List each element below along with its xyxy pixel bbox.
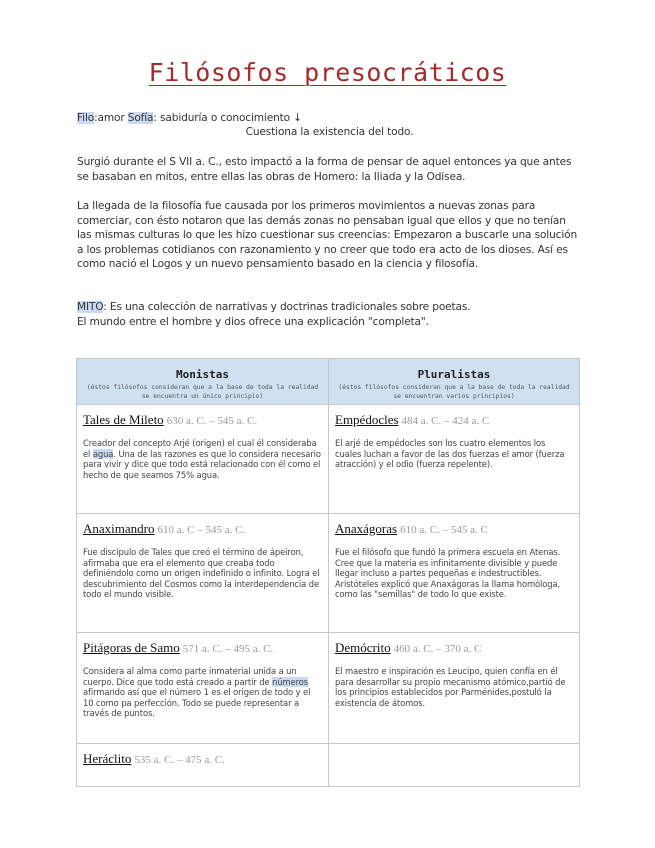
cell-anaximandro — [77, 514, 329, 633]
philosophers-table — [76, 358, 580, 787]
paragraph-origin: Surgió durante el S VII a. C., esto impactó a la forma de pensar de aquel entonces ya que antes se basaban en mitos, entre ellas las obras de Homero: la Iliada y la Odisea. — [77, 156, 572, 183]
philosopher-dates: 610 a. C – 545 a. C. — [157, 524, 246, 536]
philosopher-name: Anaxágoras — [335, 521, 398, 536]
philosopher-description: Fue discípulo de Tales que creó el término de ápeiron, afirmaba que era el elemento que creaba todo definiéndolo como un origen indefinido o infinito. Logra el descubrimiento del Cosmos como la interdependencia de todo el mundo visible. — [83, 547, 320, 600]
pluralistas-title: Pluralistas — [417, 368, 491, 381]
sofia-term: Sofía — [127, 112, 154, 124]
mito-line-2: El mundo entre el hombre y dios ofrece una explicación "completa". — [77, 315, 429, 328]
desc-part: Creador del concepto Arjé (origen) el cual él consideraba el — [83, 438, 317, 459]
cell-heraclito — [77, 744, 329, 787]
mito-line — [77, 300, 582, 315]
mito-definition: : Es una colección de narrativas y doctrinas tradicionales sobre poetas. — [103, 301, 471, 313]
philosopher-name: Empédocles — [335, 412, 399, 427]
philosopher-description: Fue el filósofo que fundó la primera escuela en Atenas. Cree que la materia es infinitamente divisible y puede llegar incluso a partes pequeñas e indestructibles. Aristóteles explicó que Anaxágoras la llama homóloga, como las "semillas" de todo lo que existe. — [335, 547, 561, 600]
philosopher-description — [83, 666, 322, 719]
philosopher-name: Pitágoras de Samo — [83, 640, 180, 655]
cell-anaxagoras — [329, 514, 580, 633]
sofia-meaning: : sabiduría o conocimiento ↓ — [153, 112, 302, 124]
philosopher-name: Anaximandro — [83, 521, 155, 536]
philosopher-description: El maestro e inspiración es Leucipo, quien confía en él para desarrollar su propio mecanismo atómico,partió de los principios establecidos por Parménides,postuló la existencia de átomos. — [335, 666, 566, 708]
paragraph-philosophy: La llegada de la filosofía fue causada por los primeros movimientos a nuevas zonas para comerciar, con ésto notaron que las demás zonas no pensaban igual que ellos y que no tenían las mismas culturas lo que les hizo cuestionar sus creencias: Empezaron a buscarle una solución a los problemas cotidianos con razonamiento y no creer que todo era acto de los dioses. Así es como nació el Logos y un nuevo pensamiento basado en la ciencia y filosofía. — [77, 200, 578, 271]
philosopher-name: Demócrito — [335, 640, 391, 655]
philosopher-dates: 460 a. C. – 370 a. C — [393, 643, 482, 655]
monistas-subtitle: (éstos filósofos consideran que a la base de toda la realidad se encuentra un único principio) — [86, 384, 319, 400]
philosopher-description — [83, 438, 322, 480]
desc-highlight: números — [272, 676, 309, 687]
etymology-line — [77, 111, 582, 126]
cell-empty — [329, 744, 580, 787]
cell-democrito — [329, 633, 580, 744]
cell-tales — [77, 405, 329, 514]
monistas-header — [77, 359, 329, 405]
philosopher-dates: 484 a. C. – 424 a. C — [401, 415, 490, 427]
pluralistas-header — [329, 359, 580, 405]
philosopher-name: Tales de Mileto — [83, 412, 164, 427]
philosopher-dates: 535 a. C. – 475 a. C. — [134, 754, 225, 766]
mito-term: MITO — [77, 301, 104, 313]
philosopher-dates: 630 a. C. – 545 a. C. — [166, 415, 258, 427]
etymology-block — [77, 111, 582, 139]
desc-part: Considera al alma como parte inmaterial unida a un cuerpo. Dice que todo está creado a partir de — [83, 666, 297, 687]
filo-meaning: :amor — [94, 112, 128, 124]
cell-pitagoras — [77, 633, 329, 744]
monistas-title: Monistas — [176, 368, 229, 381]
philosopher-dates: 571 a. C. – 495 a. C. — [182, 643, 274, 655]
question-line: Cuestiona la existencia del todo. — [245, 125, 414, 138]
philosopher-dates: 610 a. C. – 545 a. C — [400, 524, 488, 536]
pluralistas-subtitle: (éstos filósofos consideran que a la base de toda la realidad se encuentran varios principios) — [338, 384, 570, 400]
mito-block — [77, 300, 582, 329]
filo-term: Filo — [77, 112, 95, 124]
philosopher-description: El arjé de empédocles son los cuatro elementos los cuales luchan a favor de las dos fuerzas el amor (fuerza atracción) y el odio (fuerza repelente). — [335, 438, 565, 470]
desc-highlight: agua — [92, 448, 114, 459]
desc-part: . Una de las razones es que lo considera necesario para vivir y dice que todo está relacionado con él como el hecho de que seamos 75% agua. — [83, 448, 321, 480]
page-title: Filósofos presocráticos — [148, 58, 507, 87]
desc-part: afirmando así que el número 1 es el origen de todo y el 10 como pa perfección. Todo se puede representar a través de puntos. — [83, 687, 311, 719]
philosopher-name: Heráclito — [83, 751, 132, 766]
cell-empedocles — [329, 405, 580, 514]
